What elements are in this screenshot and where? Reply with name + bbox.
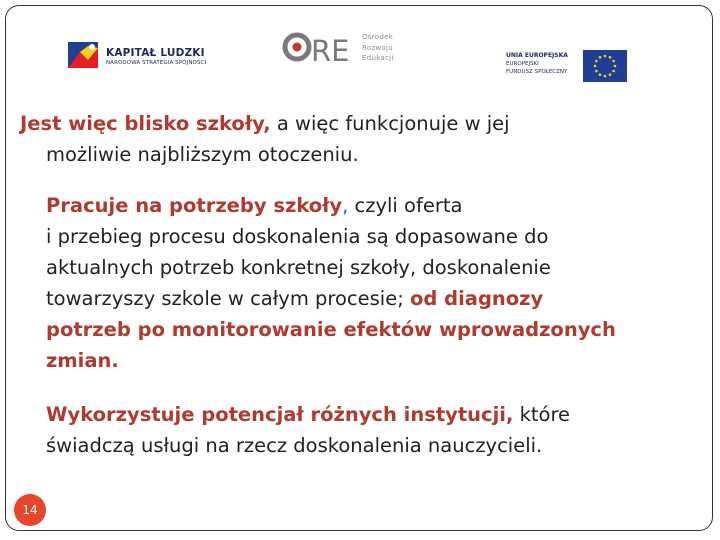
eu-star-icon <box>612 60 615 63</box>
eu-star-icon <box>612 70 615 73</box>
ore-mark-text: RE <box>311 34 350 68</box>
eu-star-icon <box>594 65 597 68</box>
kapital-ludzki-logo <box>66 38 226 72</box>
ore-mark-icon <box>282 30 360 70</box>
body-text: aktualnych potrzeb konkretnej szkoły, doskonalenie <box>46 256 551 279</box>
eu-logo <box>506 50 626 84</box>
eu-star-icon <box>609 56 612 59</box>
ore-logo <box>282 30 412 70</box>
comma-accent: , <box>342 194 349 217</box>
paragraph-school-proximity <box>20 108 620 170</box>
eu-star-icon <box>599 56 602 59</box>
eu-star-icon <box>609 73 612 76</box>
eu-star-icon <box>595 60 598 63</box>
body-text: towarzyszy szkole w całym procesie; <box>46 287 410 310</box>
body-text: i przebieg procesu doskonalenia są dopasowane do <box>46 225 549 248</box>
body-text: a więc funkcjonuje w jej <box>270 112 510 135</box>
kapital-ludzki-title: KAPITAŁ LUDZKI <box>106 47 205 59</box>
eu-star-icon <box>604 55 607 58</box>
ore-name-lines <box>362 32 394 64</box>
body-text: czyli oferta <box>348 194 463 217</box>
body-text: świadczą usługi na rzecz doskonalenia nauczycieli. <box>46 434 543 457</box>
eu-flag-icon <box>583 50 627 82</box>
eu-text <box>506 52 568 76</box>
ore-line: Rozwoju <box>362 43 393 52</box>
highlight-text: Jest więc blisko szkoły, <box>20 112 271 135</box>
eu-star-icon <box>599 73 602 76</box>
kapital-ludzki-emblem-icon <box>66 38 104 72</box>
ore-line: Ośrodek <box>362 33 394 41</box>
highlight-text: od diagnozy <box>410 287 544 310</box>
body-text: które <box>513 403 571 426</box>
body-text: możliwie najbliższym otoczeniu. <box>46 143 359 166</box>
paragraph-school-needs <box>46 190 666 376</box>
highlight-text: zmian. <box>46 349 119 372</box>
eu-star-icon <box>604 75 607 78</box>
eu-line2: EUROPEJSKI <box>506 61 539 67</box>
highlight-text: Pracuje na potrzeby szkoły <box>46 194 343 217</box>
ore-line: Edukacji <box>362 54 394 62</box>
highlight-text: potrzeb po monitorowanie efektów wprowadzonych <box>46 318 616 341</box>
eu-title: UNIA EUROPEJSKA <box>506 52 568 59</box>
paragraph-institutions <box>46 399 666 461</box>
page-number: 14 <box>14 494 46 526</box>
eu-star-icon <box>595 70 598 73</box>
eu-star-icon <box>614 65 617 68</box>
kapital-ludzki-subtitle: NARODOWA STRATEGIA SPÓJNOŚCI <box>106 60 207 66</box>
highlight-text: Wykorzystuje potencjał różnych instytucji, <box>46 403 514 426</box>
eu-line3: FUNDUSZ SPOŁECZNY <box>506 69 568 75</box>
